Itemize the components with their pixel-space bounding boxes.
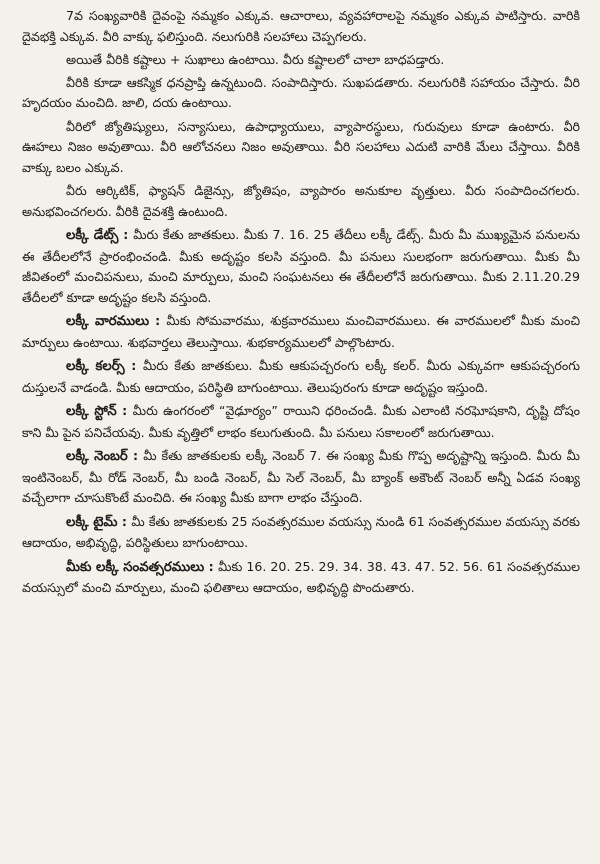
section-heading: లక్కీ నెంబర్ xyxy=(66,449,128,464)
paragraph-text: మీకు 16. 20. 25. 29. 34. 38. 43. 47. 52. 56. 61 సంవత్సరముల వయస్సులో మంచి మార్పులు, మంచి ఫలితాలు ఆదాయం, అభివృద్ధి పొందుతారు. xyxy=(22,558,581,595)
section-heading: మీకు లక్కీ సంవత్సరములు xyxy=(66,559,205,575)
paragraph-text: మీ కేతు జాతకులకు 25 సంవత్సరముల వయస్సు నుండి 61 సంవత్సరముల వయస్సు వరకు ఆదాయం, అభివృద్ధి, పరిస్థితులు బాగుంటాయి. xyxy=(22,513,581,550)
paragraph-text: మీరు కేతు జాతకులు. మీకు 7. 16. 25 తేదీలు లక్కీ డేట్స్. మీరు మీ ముఖ్యమైన పనులను ఈ తేదీలలోనే ప్రారంభించండి. మీకు అదృష్టం కలసి వస్తుంది. మీ పనులు సులభంగా జరుగుతాయి. మీకు మీ జీవితంలో మంచిపనులు, మంచి మార్పులు, మంచి సంఘటనలు ఈ తేదీలలోనే జరుగుతాయి. మీకు 2.11.20.29 తేదీలలో కూడా అదృష్టం కలసి వస్తుంది. xyxy=(22,227,580,305)
paragraph-careers xyxy=(22,181,580,222)
heading-separator: : xyxy=(127,448,144,463)
heading-separator: : xyxy=(116,403,133,418)
paragraph-lucky-years xyxy=(22,557,580,599)
heading-separator: : xyxy=(118,227,134,242)
paragraph-text: మీ కేతు జాతకులకు లక్కీ నెంబర్ 7. ఈ సంఖ్య మీకు గొప్ప అదృష్టాన్ని ఇస్తుంది. మీరు మీ ఇంటినెంబర్, మీ రోడ్ నెంబర్, మీ బండి నెంబర్, మీ సెల్ నెంబర్, మీ బ్యాంక్ అకౌంట్ నెంబర్ అన్నీ ఏడవ సంఖ్య వచ్చేలాగా చూసుకొంటే మంచిది. ఈ సంఖ్య మీకు బాగా లాభం చేస్తుంది. xyxy=(22,448,580,505)
heading-separator: : xyxy=(204,558,219,574)
paragraph-lucky-days xyxy=(22,311,580,353)
paragraph-professions xyxy=(22,117,580,179)
section-heading: లక్కీ టైమ్ xyxy=(66,514,118,530)
paragraph-wealth xyxy=(22,73,580,114)
paragraph-text: వీరిలో జ్యోతిష్యులు, సన్యాసులు, ఉపాధ్యాయులు, వ్యాపారస్థులు, గురువులు కూడా ఉంటారు. వీరి ఊహలు నిజం అవుతాయి. వీరి ఆలోచనలు నిజం అవుతాయి. వీరి సలహాలు ఎదుటి వారికి మేలు చేస్తాయి. వీరికి వాక్కు బలం ఎక్కువ. xyxy=(22,118,580,175)
paragraph-text: మీకు సోమవారము, శుక్రవారములు మంచివారములు. ఈ వారములలో మీకు మంచి మార్పులు ఉంటాయి. శుభవార్తలు తెలుస్తాయి. శుభకార్యములలో పాల్గొంటారు. xyxy=(22,313,580,350)
section-heading: లక్కీ స్టోన్ xyxy=(66,404,117,419)
paragraph-lucky-number xyxy=(22,446,580,509)
paragraph-lucky-stone xyxy=(22,401,580,443)
paragraph-difficulties xyxy=(22,50,580,71)
paragraph-text: మీరు కేతు జాతకులు. మీకు ఆకుపచ్చరంగు లక్కీ కలర్. మీరు ఎక్కువగా ఆకుపచ్చరంగు దుస్తులనే వాడండి. మీకు ఆదాయం, పరిస్థితి బాగుంటాయి. తెలుపురంగు కూడా అదృష్టం ఇస్తుంది. xyxy=(22,358,580,395)
paragraph-lucky-time xyxy=(22,512,580,554)
section-heading: లక్కీ వారములు xyxy=(66,314,150,329)
paragraph-text: వీరు ఆర్కిటిక్, ఫ్యాషన్ డిజైన్సు, జ్యోతిషం, వ్యాపారం అనుకూల వృత్తులు. వీరు సంపాదించగలరు. అనుభవించగలరు. వీరికి దైవశక్తి ఉంటుంది. xyxy=(22,183,580,219)
paragraph-lucky-colors xyxy=(22,356,580,398)
section-heading: లక్కీ కలర్స్ xyxy=(66,359,125,374)
paragraph-text: వీరికి కూడా ఆకస్మిక ధనప్రాప్తి ఉన్నటుంది. సంపాదిస్తారు. సుఖపడతారు. నలుగురికి సహాయం చేస్తారు. వీరి హృదయం మంచిది. జాలి, దయ ఉంటాయి. xyxy=(22,74,580,110)
paragraph-text: 7వ సంఖ్యవారికి దైవంపై నమ్మకం ఎక్కువ. ఆచారాలు, వ్యవహారాలపై నమ్మకం ఎక్కువ పాటిస్తారు. వారికి దైవభక్తి ఎక్కువ. వీరి వాక్కు ఫలిస్తుంది. నలుగురికి సలహాలు చెప్పగలరు. xyxy=(22,8,580,44)
paragraph-text: మీరు ఉంగరంలో “వైఢూర్యం” రాయిని ధరించండి. మీకు ఎలాంటి నరఘోషకాని, దృష్టి దోషం కాని మీ పైన పనిచేయవు. మీకు వృత్తిలో లాభం కలుగుతుంది. మీ పనులు సకాలంలో జరుగుతాయి. xyxy=(22,403,580,440)
paragraph-intro xyxy=(22,6,580,47)
section-heading: లక్కీ డేట్స్ xyxy=(66,228,119,243)
paragraph-lucky-dates xyxy=(22,225,580,308)
heading-separator: : xyxy=(124,358,143,373)
heading-separator: : xyxy=(149,313,167,328)
paragraph-text: అయితే వీరికి కష్టాలు + సుఖాలు ఉంటాయి. వీరు కష్టాలలో చాలా బాధపడ్తారు. xyxy=(66,52,445,67)
heading-separator: : xyxy=(117,513,132,529)
